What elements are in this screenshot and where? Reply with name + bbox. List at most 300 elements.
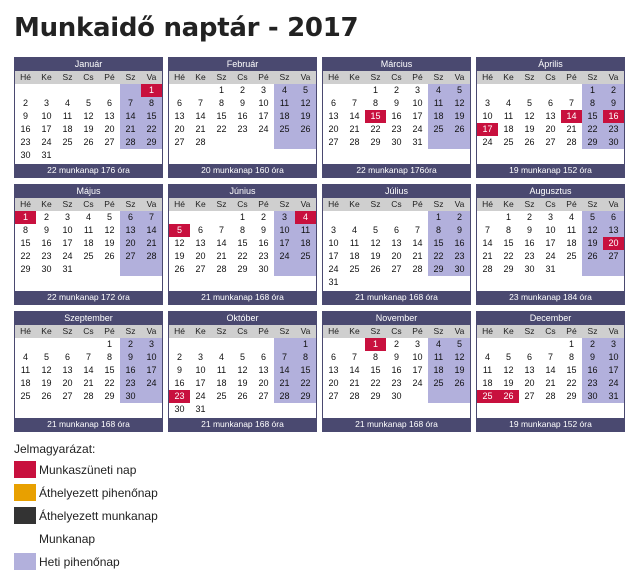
weekday-label: Pé [258,199,269,209]
day-cell: 24 [195,391,206,401]
day-cell: 4 [85,212,91,222]
day-cell: 18 [503,124,514,134]
empty-cell [344,276,365,289]
day-cell: 27 [524,391,535,401]
weekday-label: Sz [279,199,290,209]
day-cell: 14 [216,238,227,248]
day-grid [323,338,470,418]
empty-cell [169,211,190,224]
day-cell: 20 [524,378,535,388]
empty-cell [15,403,36,416]
empty-cell [120,403,141,416]
day-cell: 28 [274,390,295,403]
day-cell: 28 [83,391,94,401]
weekday-label: Sz [433,72,444,82]
day-cell: 14 [349,365,360,375]
day-cell: 4 [22,352,28,362]
weekday-label: Ke [349,72,360,82]
day-cell: 23 [391,378,402,388]
day-cell: 5 [372,225,378,235]
day-cell: 16 [391,365,402,375]
day-cell: 1 [141,84,162,97]
weekday-header [169,71,316,84]
day-cell: 8 [22,225,28,235]
day-cell: 23 [258,251,269,261]
empty-cell [449,136,470,149]
day-cell: 14 [83,365,94,375]
weekday-header [477,325,624,338]
weekday-label: Hé [174,326,185,336]
day-cell: 2 [393,85,399,95]
day-cell: 11 [62,111,73,121]
day-cell: 16 [603,110,624,123]
month-12 [476,311,625,432]
day-cell: 6 [330,352,336,362]
day-cell: 30 [391,137,402,147]
day-cell: 6 [106,98,112,108]
day-cell: 17 [328,251,339,261]
day-cell: 18 [83,238,94,248]
day-cell: 22 [216,124,227,134]
day-cell: 18 [428,364,449,377]
empty-cell [274,403,295,416]
day-cell: 3 [197,352,203,362]
weekday-label: Sz [125,199,136,209]
day-grid [477,338,624,418]
day-cell: 25 [274,123,295,136]
day-cell: 1 [106,339,112,349]
weekday-label: Va [146,72,157,82]
day-cell: 3 [547,212,553,222]
day-cell: 17 [412,111,423,121]
day-cell: 11 [482,365,493,375]
day-cell: 10 [141,351,162,364]
empty-cell [232,338,253,351]
empty-cell [295,149,316,162]
day-cell: 5 [582,211,603,224]
day-cell: 23 [449,250,470,263]
day-cell: 25 [428,377,449,390]
day-cell: 15 [237,238,248,248]
day-cell: 17 [62,238,73,248]
empty-cell [323,338,344,351]
day-cell: 8 [372,352,378,362]
day-cell: 23 [582,377,603,390]
empty-cell [407,149,428,162]
day-cell: 7 [568,98,574,108]
day-cell: 18 [428,110,449,123]
day-cell: 24 [412,124,423,134]
day-cell: 1 [372,85,378,95]
day-cell: 26 [582,250,603,263]
day-cell: 6 [393,225,399,235]
day-cell: 16 [449,237,470,250]
day-cell: 15 [104,365,115,375]
day-cell: 9 [582,351,603,364]
weekday-label: Pé [412,72,423,82]
empty-cell [386,211,407,224]
day-cell: 31 [545,264,556,274]
empty-cell [120,276,141,289]
empty-cell [582,263,603,276]
empty-cell [603,149,624,162]
empty-cell [57,84,78,97]
day-cell: 14 [482,238,493,248]
day-cell: 8 [568,352,574,362]
legend-swatch [14,507,36,524]
day-cell: 5 [169,224,190,237]
day-cell: 17 [258,111,269,121]
empty-cell [561,263,582,276]
day-cell: 1 [295,338,316,351]
empty-cell [498,403,519,416]
day-cell: 25 [83,251,94,261]
day-cell: 7 [197,98,203,108]
day-cell: 15 [503,238,514,248]
weekday-header [477,71,624,84]
day-cell: 5 [526,98,532,108]
day-cell: 29 [20,264,31,274]
weekday-label: Hé [328,72,339,82]
empty-cell [211,403,232,416]
day-cell: 2 [449,211,470,224]
day-cell: 13 [195,238,206,248]
day-cell: 24 [274,250,295,263]
day-cell: 14 [120,110,141,123]
month-name: November [323,312,470,325]
weekday-header [169,198,316,211]
day-cell: 19 [237,378,248,388]
empty-cell [190,84,211,97]
empty-cell [190,211,211,224]
day-cell: 17 [195,378,206,388]
empty-cell [211,276,232,289]
empty-cell [428,276,449,289]
empty-cell [141,403,162,416]
day-cell: 4 [64,98,70,108]
day-cell: 2 [582,338,603,351]
day-cell: 24 [603,377,624,390]
empty-cell [78,149,99,162]
day-cell: 30 [391,391,402,401]
day-cell: 11 [295,224,316,237]
day-cell: 11 [503,111,514,121]
empty-cell [477,276,498,289]
weekday-label: Sz [370,326,381,336]
empty-cell [477,338,498,351]
day-cell: 20 [195,251,206,261]
empty-cell [365,403,386,416]
month-1 [14,57,163,178]
empty-cell [78,276,99,289]
weekday-label: Va [454,326,465,336]
day-cell: 17 [477,123,498,136]
day-cell: 28 [545,391,556,401]
weekday-label: Ke [503,326,514,336]
empty-cell [253,136,274,149]
day-cell: 15 [428,237,449,250]
day-cell: 27 [258,391,269,401]
legend-label: Áthelyezett pihenőnap [39,485,158,500]
day-cell: 12 [503,365,514,375]
day-cell: 1 [365,338,386,351]
day-cell: 3 [414,85,420,95]
empty-cell [190,149,211,162]
weekday-label: Cs [391,72,402,82]
weekday-header [169,325,316,338]
weekday-label: Va [300,326,311,336]
day-cell: 21 [349,124,360,134]
day-cell: 14 [561,110,582,123]
empty-cell [190,276,211,289]
weekday-label: Sz [62,72,73,82]
day-cell: 15 [216,111,227,121]
day-cell: 12 [83,111,94,121]
day-cell: 31 [62,264,73,274]
day-cell: 10 [195,365,206,375]
day-cell: 1 [505,212,511,222]
day-cell: 4 [428,338,449,351]
day-cell: 10 [412,352,423,362]
day-cell: 17 [412,365,423,375]
day-cell: 19 [41,378,52,388]
day-grid [169,338,316,418]
day-cell: 7 [274,351,295,364]
weekday-label: Va [300,72,311,82]
empty-cell [120,149,141,162]
empty-cell [253,338,274,351]
day-cell: 3 [603,338,624,351]
day-cell: 7 [547,352,553,362]
weekday-label: Sz [370,72,381,82]
day-cell: 26 [449,123,470,136]
empty-cell [232,403,253,416]
weekday-label: Hé [20,199,31,209]
weekday-label: Ke [195,72,206,82]
day-cell: 11 [20,365,31,375]
day-cell: 20 [391,251,402,261]
day-cell: 13 [258,365,269,375]
day-grid [323,211,470,291]
empty-cell [561,84,582,97]
empty-cell [274,263,295,276]
day-cell: 25 [20,391,31,401]
day-cell: 12 [174,238,185,248]
weekday-label: Va [608,199,619,209]
day-cell: 6 [526,352,532,362]
day-cell: 4 [568,212,574,222]
day-cell: 5 [449,338,470,351]
day-grid [169,211,316,291]
weekday-label: Sz [279,72,290,82]
day-cell: 21 [349,378,360,388]
month-summary: 21 munkanap 168 óra [169,418,316,431]
empty-cell [36,276,57,289]
month-name: Szeptember [15,312,162,325]
month-summary: 20 munkanap 160 óra [169,164,316,177]
month-summary: 19 munkanap 152 óra [477,418,624,431]
day-cell: 14 [412,238,423,248]
day-cell: 10 [274,224,295,237]
weekday-label: Hé [482,199,493,209]
day-cell: 24 [412,378,423,388]
day-cell: 26 [41,391,52,401]
weekday-label: Sz [216,326,227,336]
month-name: Március [323,58,470,71]
month-name: Július [323,185,470,198]
weekday-label: Cs [237,326,248,336]
day-cell: 24 [482,137,493,147]
day-cell: 17 [545,238,556,248]
day-cell: 12 [237,365,248,375]
legend-swatch [14,553,36,570]
month-4 [476,57,625,178]
day-cell: 19 [503,378,514,388]
day-cell: 8 [218,98,224,108]
day-cell: 27 [195,264,206,274]
day-cell: 3 [330,225,336,235]
day-cell: 7 [85,352,91,362]
empty-cell [274,276,295,289]
month-5 [14,184,163,305]
day-cell: 27 [545,137,556,147]
day-cell: 30 [603,136,624,149]
empty-cell [141,263,162,276]
day-cell: 19 [449,364,470,377]
weekday-label: Cs [237,72,248,82]
day-cell: 20 [328,378,339,388]
day-cell: 18 [295,237,316,250]
weekday-label: Cs [237,199,248,209]
day-cell: 31 [412,137,423,147]
empty-cell [365,211,386,224]
weekday-label: Va [454,72,465,82]
day-cell: 22 [237,251,248,261]
day-cell: 18 [349,251,360,261]
empty-cell [120,263,141,276]
empty-cell [274,149,295,162]
weekday-label: Ke [41,72,52,82]
day-cell: 26 [449,377,470,390]
weekday-label: Hé [328,199,339,209]
day-cell: 22 [141,123,162,136]
day-cell: 15 [141,110,162,123]
day-cell: 10 [41,111,52,121]
empty-cell [449,276,470,289]
month-name: Május [15,185,162,198]
day-cell: 11 [428,351,449,364]
weekday-label: Pé [412,199,423,209]
day-cell: 16 [20,124,31,134]
empty-cell [323,211,344,224]
day-cell: 20 [258,378,269,388]
empty-cell [211,149,232,162]
day-cell: 27 [174,137,185,147]
empty-cell [120,84,141,97]
month-10 [168,311,317,432]
day-cell: 3 [43,98,49,108]
day-cell: 6 [603,211,624,224]
empty-cell [295,136,316,149]
day-cell: 17 [274,237,295,250]
day-cell: 8 [582,97,603,110]
weekday-label: Pé [104,199,115,209]
empty-cell [344,403,365,416]
day-cell: 21 [83,378,94,388]
empty-cell [15,276,36,289]
day-cell: 5 [43,352,49,362]
day-cell: 2 [260,212,266,222]
weekday-label: Hé [174,72,185,82]
weekday-label: Hé [20,326,31,336]
day-cell: 1 [218,85,224,95]
day-cell: 27 [120,250,141,263]
weekday-label: Cs [545,199,556,209]
day-cell: 18 [482,378,493,388]
empty-cell [477,403,498,416]
day-cell: 9 [120,351,141,364]
weekday-label: Pé [104,72,115,82]
day-cell: 16 [41,238,52,248]
day-cell: 31 [195,404,206,414]
day-cell: 16 [258,238,269,248]
day-cell: 2 [526,212,532,222]
day-cell: 21 [412,251,423,261]
day-cell: 28 [566,137,577,147]
weekday-label: Ke [503,199,514,209]
day-cell: 2 [22,98,28,108]
month-summary: 21 munkanap 168 óra [323,291,470,304]
weekday-header [15,198,162,211]
weekday-label: Cs [545,72,556,82]
day-cell: 1 [428,211,449,224]
empty-cell [519,338,540,351]
empty-cell [232,276,253,289]
empty-cell [57,338,78,351]
empty-cell [519,403,540,416]
day-cell: 27 [603,250,624,263]
day-cell: 2 [120,338,141,351]
day-cell: 14 [545,365,556,375]
day-cell: 12 [449,97,470,110]
legend-label: Heti pihenőnap [39,554,120,569]
day-cell: 19 [449,110,470,123]
day-cell: 7 [141,211,162,224]
empty-cell [603,263,624,276]
day-cell: 9 [239,98,245,108]
day-cell: 10 [545,225,556,235]
day-cell: 12 [449,351,470,364]
day-cell: 6 [547,98,553,108]
empty-cell [295,263,316,276]
weekday-header [323,71,470,84]
weekday-label: Pé [258,72,269,82]
day-cell: 21 [545,378,556,388]
empty-cell [540,276,561,289]
empty-cell [365,276,386,289]
day-cell: 24 [62,251,73,261]
weekday-label: Hé [482,72,493,82]
empty-cell [449,390,470,403]
day-cell: 5 [449,84,470,97]
day-cell: 1 [568,339,574,349]
day-cell: 2 [603,84,624,97]
empty-cell [141,390,162,403]
weekday-label: Va [300,199,311,209]
empty-cell [169,149,190,162]
day-cell: 6 [330,98,336,108]
day-cell: 28 [141,250,162,263]
